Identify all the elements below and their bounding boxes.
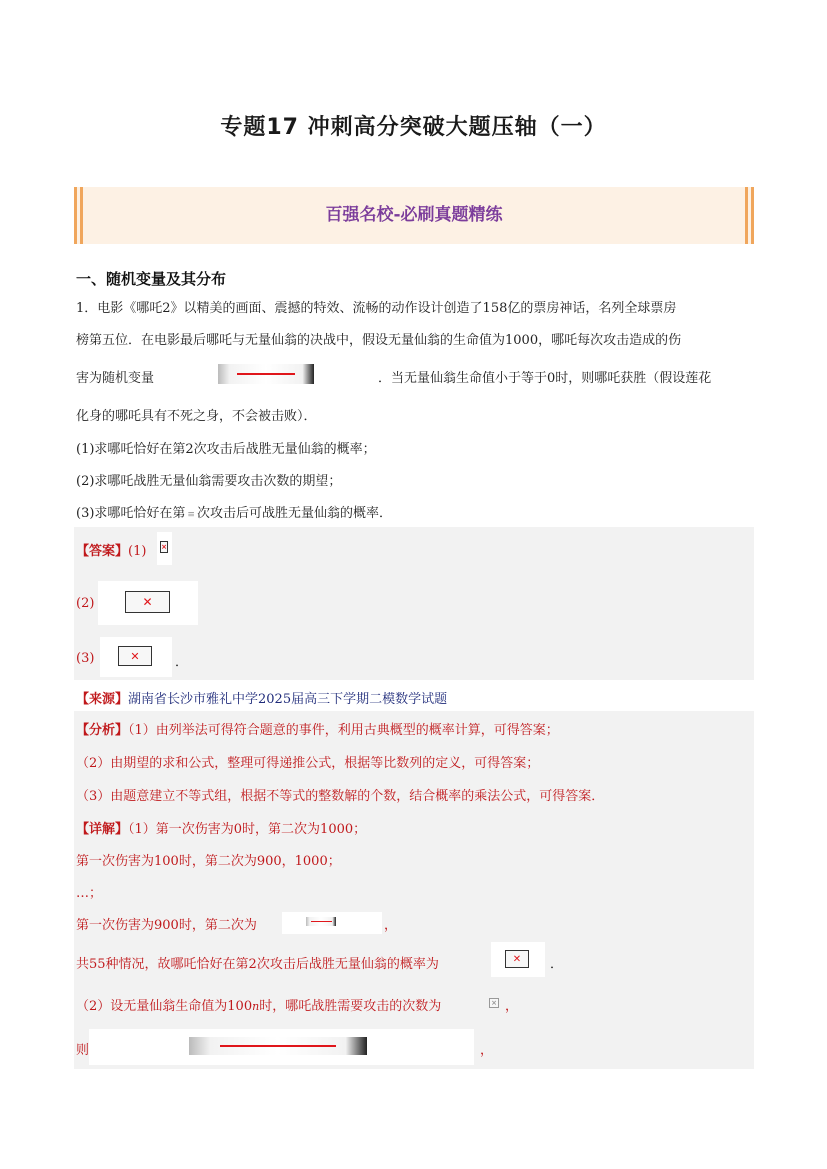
section-heading: 一、随机变量及其分布 (76, 270, 227, 288)
detail-line-4: 第一次伤害为900时，第二次为 (76, 918, 257, 933)
analysis-line-3: （3）由题意建立不等式组，根据不等式的整数解的个数，结合概率的乘法公式，可得答案． (76, 789, 605, 804)
detail-line-4-end: ， (384, 918, 398, 933)
answer-3-index: (3) (76, 651, 95, 666)
detail-line-2: 第一次伤害为100时，第二次为900，1000； (76, 854, 341, 869)
detail-text-6a: （2）设无量仙翁生命值为100 (76, 999, 253, 1014)
detail-label: 【详解】 (76, 822, 129, 837)
problem-line-3b: ．当无量仙翁生命值小于等于0时，则哪吒获胜（假设莲花 (378, 371, 712, 386)
answer-line-1 (76, 540, 146, 559)
problem-line-1: 1．电影《哪吒2》以精美的画面、震撼的特效、流畅的动作设计创造了158亿的票房神话，名列全球票房 (76, 301, 677, 316)
detail-line-5: 共55种情况，故哪吒恰好在第2次攻击后战胜无量仙翁的概率为 (76, 957, 439, 972)
detail-line-6-end: ， (505, 999, 519, 1014)
answer-3-end: ． (175, 655, 189, 670)
broken-image-icon: ✕ (505, 950, 529, 968)
detail-7-image (89, 1029, 474, 1065)
detail-text-1: （1）第一次伤害为0时，第二次为1000； (128, 822, 367, 837)
detail-line-6 (76, 995, 441, 1014)
answer-2-index: (2) (76, 596, 95, 611)
section-banner (74, 187, 754, 244)
source-line (76, 688, 447, 707)
detail-5-image (491, 942, 545, 977)
answer-1-image (157, 532, 172, 565)
n-symbol: ≡ (187, 510, 195, 520)
question-3 (76, 502, 392, 521)
answer-label: 【答案】 (76, 544, 129, 559)
broken-image-icon (237, 373, 295, 375)
detail-line-3: …； (76, 886, 103, 901)
problem-line-2: 榜第五位．在电影最后哪吒与无量仙翁的决战中，假设无量仙翁的生命值为1000，哪吒每次攻击造成的伤 (76, 333, 682, 348)
problem-line-4: 化身的哪吒具有不死之身，不会被击败）． (76, 409, 317, 424)
question-3-text-b: 次攻击后可战胜无量仙翁的概率． (196, 506, 392, 521)
source-text: 湖南省长沙市雅礼中学2025届高三下学期二模数学试题 (128, 692, 448, 707)
detail-4-image (282, 912, 382, 934)
analysis-text-1: （1）由列举法可得符合题意的事件，利用古典概型的概率计算，可得答案； (128, 723, 559, 738)
detail-n: n (252, 1000, 260, 1013)
question-2: (2)求哪吒战胜无量仙翁需要攻击次数的期望； (76, 474, 342, 489)
detail-line-7-end: ， (480, 1043, 494, 1058)
broken-image-icon (306, 917, 336, 926)
analysis-label: 【分析】 (76, 723, 129, 738)
answer-2-image (98, 581, 198, 625)
broken-image-icon (189, 1037, 367, 1055)
broken-image-icon: ✕ (118, 646, 152, 666)
broken-image-icon: × (489, 998, 499, 1008)
analysis-line-1 (76, 719, 559, 738)
banner-text: 百强名校-必刷真题精练 (325, 205, 503, 225)
detail-line-1 (76, 818, 366, 837)
answer-1-index: (1) (128, 544, 147, 559)
detail-line-7: 则 (76, 1043, 90, 1058)
page-title: 专题17 冲刺高分突破大题压轴（一） (220, 115, 607, 140)
detail-text-6b: 时，哪吒战胜需要攻击的次数为 (259, 999, 442, 1014)
problem-line-3a: 害为随机变量 (76, 371, 155, 386)
source-label: 【来源】 (76, 692, 129, 707)
broken-image-icon: × (161, 543, 167, 551)
analysis-line-2: （2）由期望的求和公式，整理可得递推公式，根据等比数列的定义，可得答案； (76, 756, 540, 771)
broken-image-icon: ✕ (125, 591, 170, 613)
answer-3-image (100, 637, 172, 677)
formula-image-random-variable (218, 364, 314, 384)
question-3-text-a: (3)求哪吒恰好在第 (76, 506, 186, 521)
question-1: (1)求哪吒恰好在第2次攻击后战胜无量仙翁的概率； (76, 442, 376, 457)
detail-line-5-end: ． (550, 957, 564, 972)
